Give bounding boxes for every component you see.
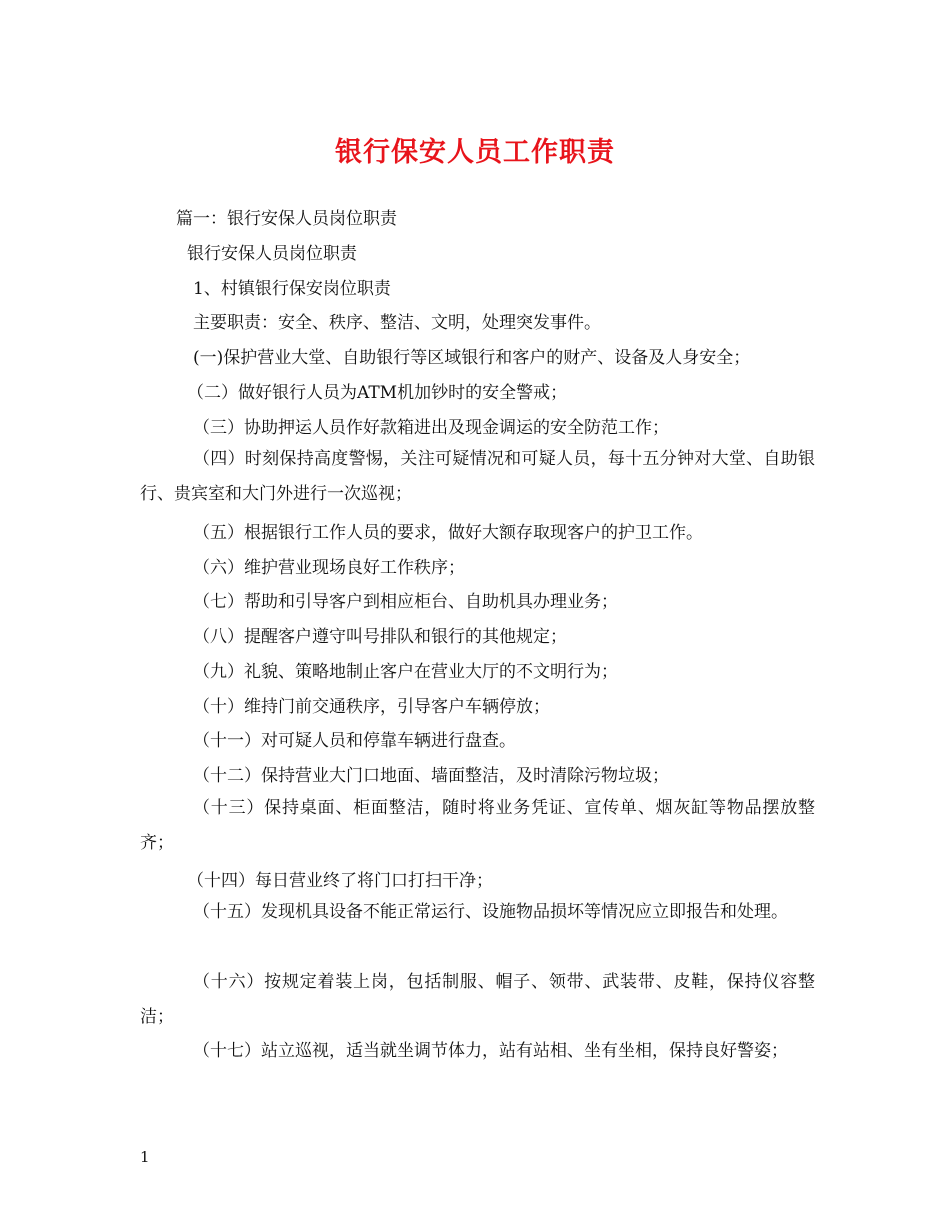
duty-item-14: （十四）每日营业终了将门口打扫干净； (187, 871, 493, 891)
document-title: 银行保安人员工作职责 (335, 137, 615, 168)
duty-item-12: （十二）保持营业大门口地面、墙面整洁，及时清除污物垃圾； (193, 766, 669, 786)
duty-item-6: （六）维护营业现场良好工作秩序； (193, 558, 465, 578)
duty-item-2: （二）做好银行人员为ATM机加钞时的安全警戒； (187, 383, 568, 403)
duty-item-10: （十）维持门前交通秩序，引导客户车辆停放； (193, 697, 550, 717)
duty-item-11: （十一）对可疑人员和停靠车辆进行盘查。 (193, 731, 516, 751)
duty-item-4: （四）时刻保持高度警惕，关注可疑情况和可疑人员，每十五分钟对大堂、自助银行、贵宾室和大门外进行一次巡视； (140, 449, 815, 504)
duty-item-8: （八）提醒客户遵守叫号排队和银行的其他规定； (193, 627, 567, 647)
duty-item-15: （十五）发现机具设备不能正常运行、设施物品损坏等情况应立即报告和处理。 (193, 902, 788, 922)
page-number: 1 (140, 1148, 150, 1166)
duty-item-7: （七）帮助和引导客户到相应柜台、自助机具办理业务； (193, 592, 618, 612)
item-heading: 1、村镇银行保安岗位职责 (193, 279, 391, 299)
duty-item-9: （九）礼貌、策略地制止客户在营业大厅的不文明行为； (193, 662, 618, 682)
duty-item-5: （五）根据银行工作人员的要求，做好大额存取现客户的护卫工作。 (193, 523, 703, 543)
main-duties-line: 主要职责：安全、秩序、整洁、文明，处理突发事件。 (193, 313, 601, 333)
duty-item-13: （十三）保持桌面、柜面整洁，随时将业务凭证、宣传单、烟灰缸等物品摆放整齐； (140, 798, 815, 853)
duty-item-3: （三）协助押运人员作好款箱进出及现金调运的安全防范工作； (193, 418, 669, 438)
duty-item-17: （十七）站立巡视，适当就坐调节体力，站有站相、坐有坐相，保持良好警姿； (193, 1041, 788, 1061)
section-heading: 篇一：银行安保人员岗位职责 (176, 209, 397, 229)
subsection-heading: 银行安保人员岗位职责 (187, 244, 357, 264)
duty-item-1: (一)保护营业大堂、自助银行等区域银行和客户的财产、设备及人身安全； (193, 348, 751, 368)
duty-item-16: （十六）按规定着装上岗，包括制服、帽子、领带、武装带、皮鞋，保持仪容整洁； (140, 972, 815, 1027)
